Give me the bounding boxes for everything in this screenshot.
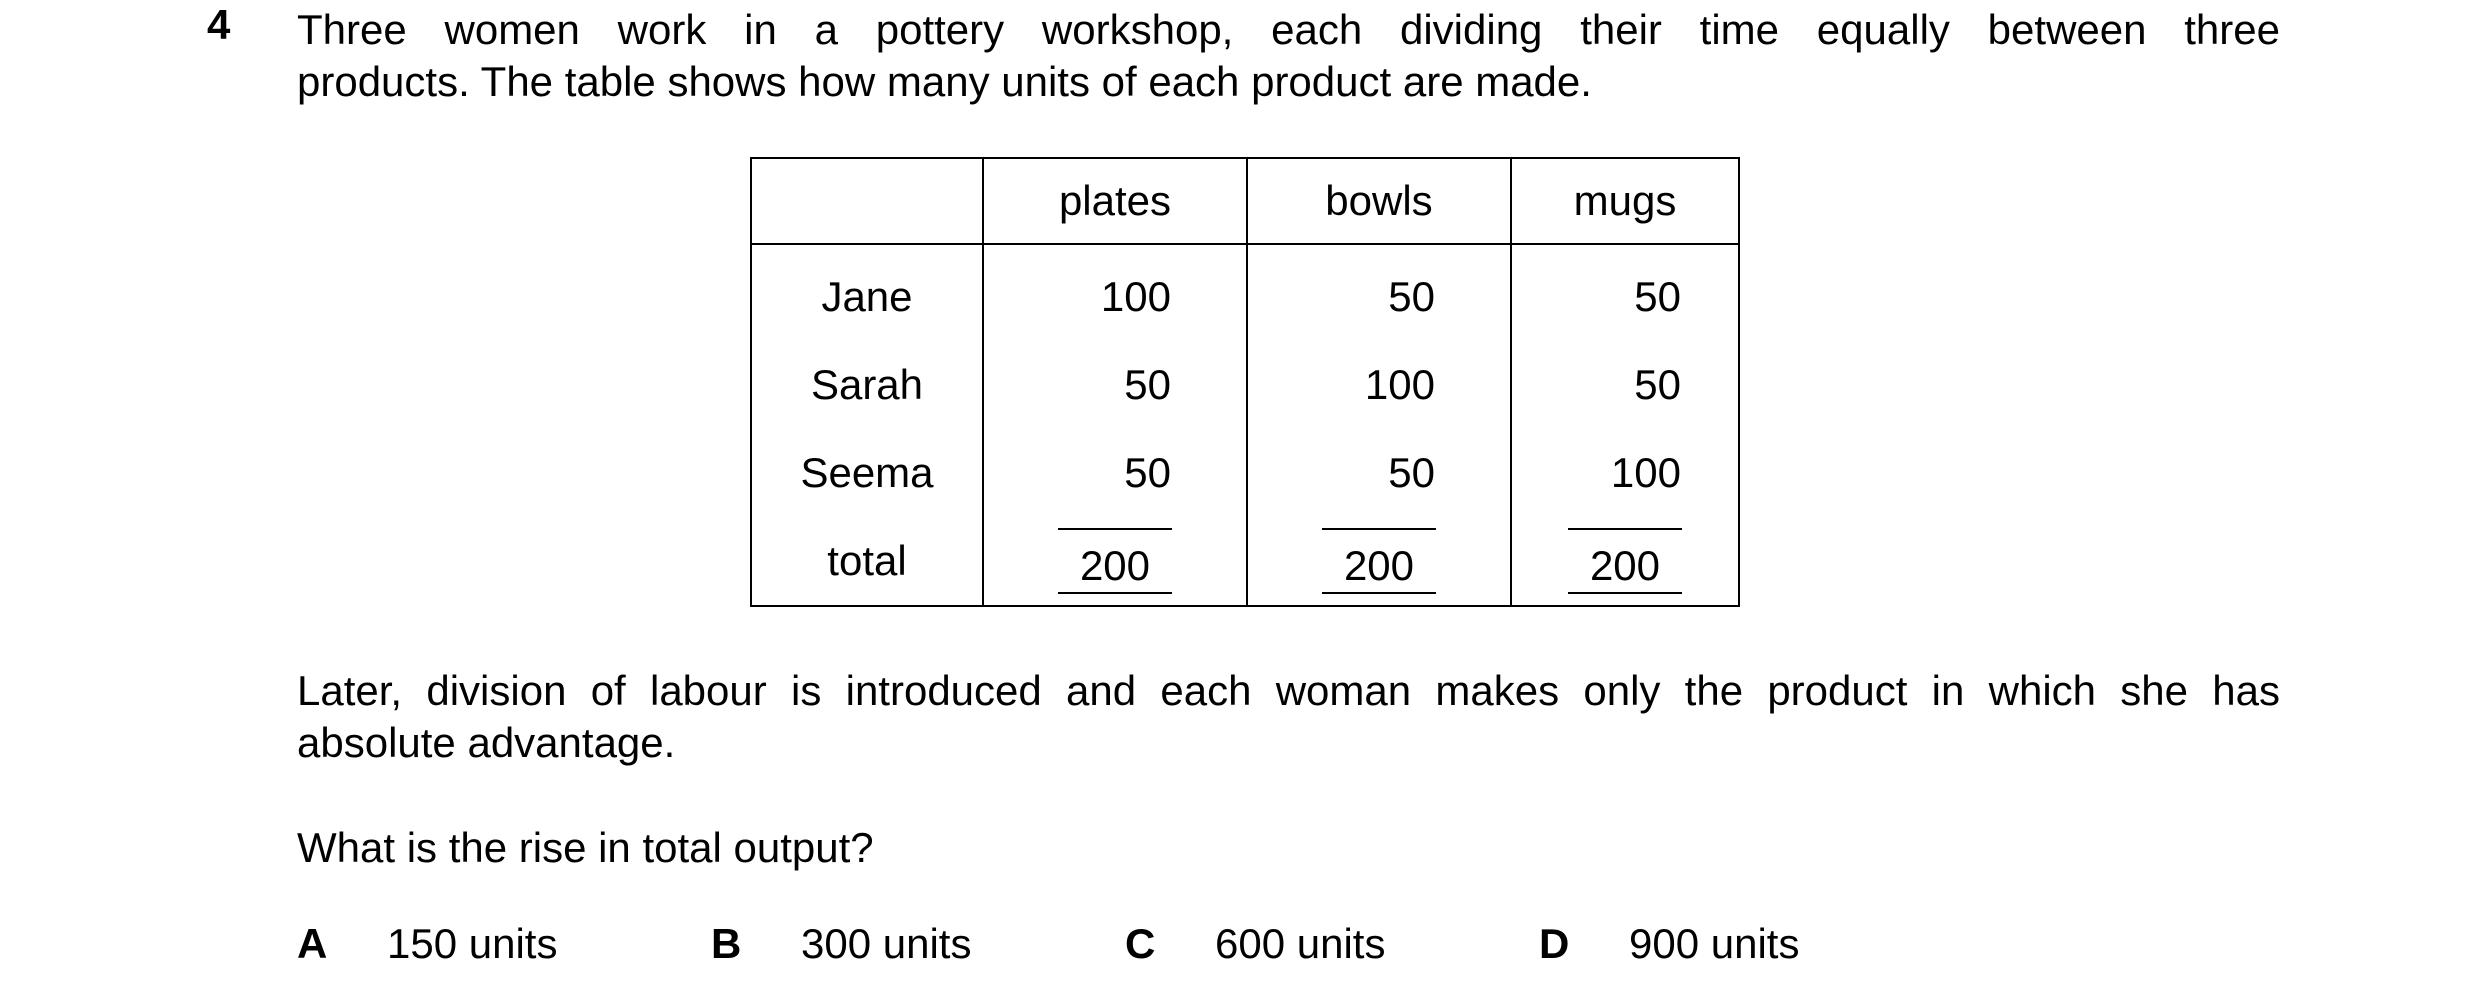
table-cell	[1511, 341, 1739, 429]
question-stem-line: products. The table shows how many units of each product are made.	[297, 58, 1592, 105]
table-cell	[983, 341, 1247, 429]
table-header-row	[751, 158, 1739, 244]
total-value: 200	[1058, 528, 1172, 594]
cell-value: 50	[1388, 273, 1435, 320]
followup-line: Later, division of labour is introduced and each woman makes only the product in which she has	[297, 667, 2280, 714]
cell-value: 50	[1388, 449, 1435, 496]
table-header-plates: plates	[983, 158, 1247, 244]
table-cell	[1511, 517, 1739, 606]
table-cell	[983, 517, 1247, 606]
cell-value: 100	[1364, 361, 1435, 408]
table-header-mugs: mugs	[1511, 158, 1739, 244]
cell-value: 50	[1634, 273, 1681, 320]
table-cell	[983, 429, 1247, 517]
row-label: Seema	[751, 429, 983, 517]
option-text: 900 units	[1629, 920, 1800, 967]
table-cell	[1247, 517, 1511, 606]
table-cell	[1511, 429, 1739, 517]
option-c[interactable]	[1125, 918, 1385, 970]
option-b[interactable]	[711, 918, 971, 970]
answer-options	[297, 918, 2197, 970]
cell-value: 50	[1124, 361, 1171, 408]
table-cell	[1511, 244, 1739, 341]
cell-value: 50	[1634, 361, 1681, 408]
option-letter: B	[711, 920, 742, 967]
option-letter: C	[1125, 920, 1156, 967]
row-label: Sarah	[751, 341, 983, 429]
cell-value: 100	[1100, 273, 1171, 320]
option-letter: D	[1539, 920, 1570, 967]
cell-value: 50	[1124, 449, 1171, 496]
followup-line: absolute advantage.	[297, 719, 676, 766]
table-cell	[983, 244, 1247, 341]
production-table	[750, 157, 1740, 607]
table-row	[751, 341, 1739, 429]
table-total-row	[751, 517, 1739, 606]
table-header-bowls: bowls	[1247, 158, 1511, 244]
table-cell	[1247, 429, 1511, 517]
question-prompt: What is the rise in total output?	[297, 824, 874, 871]
table-header-empty	[751, 158, 983, 244]
table-cell	[1247, 244, 1511, 341]
option-text: 300 units	[801, 920, 972, 967]
table-cell	[1247, 341, 1511, 429]
row-label: Jane	[751, 244, 983, 341]
total-label: total	[751, 517, 983, 606]
followup-paragraph	[297, 665, 2280, 769]
table-row	[751, 429, 1739, 517]
total-value: 200	[1568, 528, 1682, 594]
option-letter: A	[297, 920, 328, 967]
option-text: 600 units	[1215, 920, 1386, 967]
option-a[interactable]	[297, 918, 557, 970]
table-row	[751, 244, 1739, 341]
cell-value: 100	[1610, 449, 1681, 496]
question-stem-line: Three women work in a pottery workshop, each dividing their time equally between three	[297, 6, 2280, 53]
option-d[interactable]	[1539, 918, 1799, 970]
total-value: 200	[1322, 528, 1436, 594]
question-stem	[297, 4, 2280, 108]
question-number: 4	[207, 1, 231, 48]
option-text: 150 units	[387, 920, 558, 967]
